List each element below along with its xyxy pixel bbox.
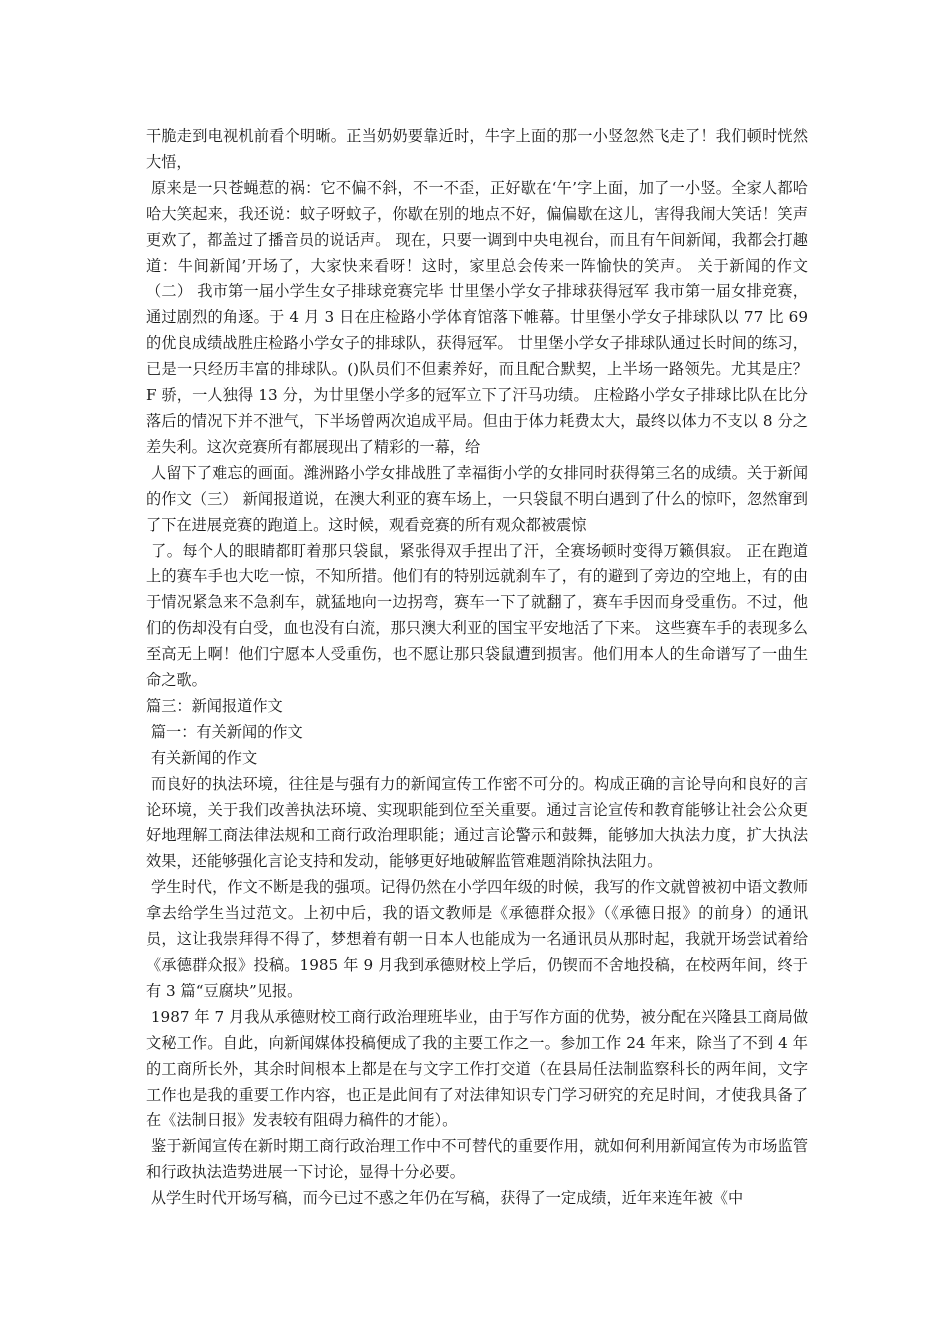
- section-heading: 篇三：新闻报道作文: [146, 696, 283, 715]
- paragraph-5: 而良好的执法环境，往往是与强有力的新闻宣传工作密不可分的。构成正确的言论导向和良好的言论环境，关于我们改善执法环境、实现职能到位至关重要。通过言论宣传和教育能够让社会公众更好地理解工商法律法规和工商行政治理职能；通过言论警示和鼓舞，能够加大执法力度，扩大执法效果，还能够强化言论支持和发动，能够更好地破解监管难题消除执法阻力。: [146, 774, 809, 871]
- document-body: [146, 124, 813, 1212]
- paragraph-7: 1987 年 7 月我从承德财校工商行政治理班毕业，由于写作方面的优势，被分配在兴隆县工商局做文秘工作。自此，向新闻媒体投稿便成了我的主要工作之一。参加工作 24 年来，除当了不到 4 年的工商所长外，其余时间根本上都是在与文字工作打交道（在县局任法制监察科长的两年间，文字工作也是我的重要工作内容，也正是此间有了对法律知识专门学习研究的充足时间，才使我具备了在《法制日报》发表较有阻碍力稿件的才能）。: [146, 1007, 809, 1130]
- subsection-heading: 篇一：有关新闻的作文: [146, 722, 303, 741]
- paragraph-9: 从学生时代开场写稿，而今已过不惑之年仍在写稿，获得了一定成绩，近年来连年被《中: [146, 1189, 744, 1208]
- paragraph-2: 原来是一只苍蝇惹的祸：它不偏不斜，不一不歪，正好歇在‘午’字上面，加了一小竖。全家人都哈哈大笑起来，我还说：蚊子呀蚊子，你歇在别的地点不好，偏偏歇在这儿，害得我闹大笑话！笑声更欢了，都盖过了播音员的说话声。 现在，只要一调到中央电视台，而且有午间新闻，我都会打趣道：牛间新闻’开场了，大家快来看呀！这时，家里总会传来一阵愉快的笑声。 关于新闻的作文（二） 我市第一届小学生女子排球竞赛完毕 廿里堡小学女子排球获得冠军 我市第一届女排竞赛，通过剧烈的角逐。于 4 月 3 日在庄检路小学体育馆落下帷幕。廿里堡小学女子排球队以 77 比 69 的优良成绩战胜庄检路小学女子的排球队，获得冠军。 廿里堡小学女子排球队通过长时间的练习，已是一只经历丰富的排球队。()队员们不但素养好，而且配合默契，上半场一路领先。尤其是庄？ F 骄，一人独得 13 分，为廿里堡小学多的冠军立下了汗马功绩。 庄检路小学女子排球比队在比分落后的情况下并不泄气，下半场曾两次追成平局。但由于体力耗费太大，最终以体力不支以 8 分之差失利。这次竞赛所有都展现出了精彩的一幕，给: [146, 178, 813, 456]
- paragraph-6: 学生时代，作文不断是我的强项。记得仍然在小学四年级的时候，我写的作文就曾被初中语文教师拿去给学生当过范文。上初中后，我的语文教师是《承德群众报》（《承德日报》的前身）的通讯员，这让我崇拜得不得了，梦想着有朝一日本人也能成为一名通讯员从那时起，我就开场尝试着给《承德群众报》投稿。1985 年 9 月我到承德财校上学后，仍锲而不舍地投稿，在校两年间，终于有 3 篇“豆腐块”见报。: [146, 878, 809, 1000]
- paragraph-4: 了。每个人的眼睛都盯着那只袋鼠，紧张得双手捏出了汗，全赛场顿时变得万籁俱寂。 正在跑道上的赛车手也大吃一惊，不知所措。他们有的特别远就刹车了，有的避到了旁边的空地上，有的由于情况紧急来不急刹车，就猛地向一边拐弯，赛车一下了就翻了，赛车手因而身受重伤。不过，他们的伤却没有白受，血也没有白流，那只澳大利亚的国宝平安地活了下来。 这些赛车手的表现多么至高无上啊！他们宁愿本人受重伤，也不愿让那只袋鼠遭到损害。他们用本人的生命谱写了一曲生命之歌。: [146, 541, 809, 690]
- paragraph-3: 人留下了难忘的画面。潍洲路小学女排战胜了幸福街小学的女排同时获得第三名的成绩。关于新闻的作文（三） 新闻报道说，在澳大利亚的赛车场上，一只袋鼠不明白遇到了什么的惊吓，忽然窜到了下在进展竞赛的跑道上。这时候，观看竞赛的所有观众都被震惊: [146, 463, 809, 534]
- paragraph-8: 鉴于新闻宣传在新时期工商行政治理工作中不可替代的重要作用，就如何利用新闻宣传为市场监管和行政执法造势进展一下讨论，显得十分必要。: [146, 1137, 809, 1182]
- paragraph-1: 干脆走到电视机前看个明晰。正当奶奶要靠近时，牛字上面的那一小竖忽然飞走了！我们顿时恍然大悟，: [146, 127, 808, 171]
- article-title: 有关新闻的作文: [146, 748, 258, 767]
